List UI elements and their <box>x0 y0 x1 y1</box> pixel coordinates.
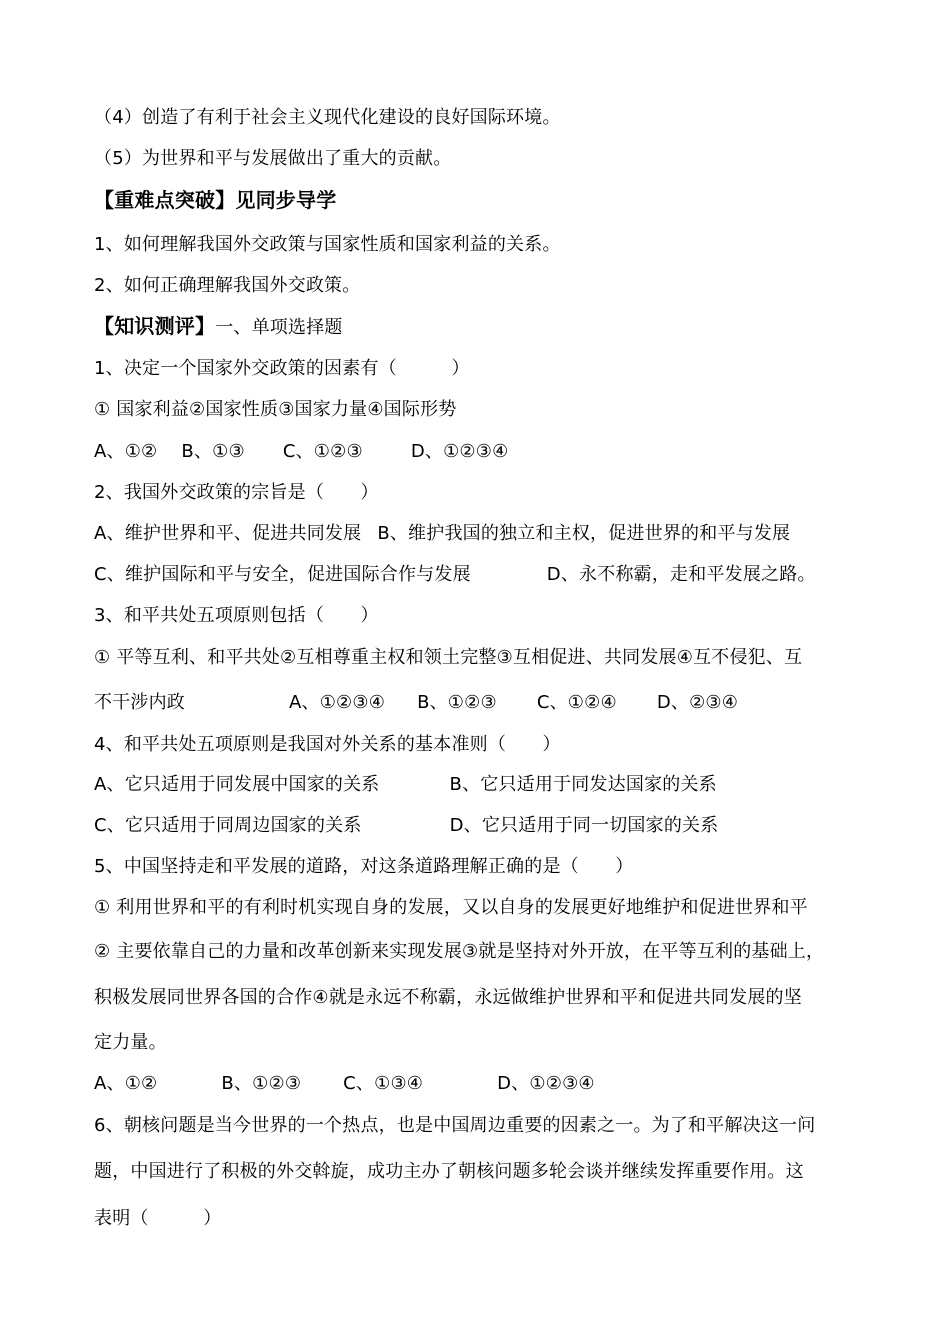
question-3-items-line-2 <box>94 691 738 715</box>
key-point-1: 1、如何理解我国外交政策与国家性质和国家利益的关系。 <box>94 234 561 255</box>
question-3-items-tail: 不干涉内政 <box>94 692 185 713</box>
question-5-line-3: 积极发展同世界各国的合作④就是永远不称霸，永远做维护世界和平和促进共同发展的坚 <box>94 987 802 1008</box>
question-2-options-ab <box>94 522 790 546</box>
assessment-heading-bold: 【知识测评】 <box>94 314 216 338</box>
question-2: 2、我国外交政策的宗旨是（ ） <box>94 482 379 503</box>
option-b: B、①②③ <box>221 1073 302 1094</box>
key-point-2: 2、如何正确理解我国外交政策。 <box>94 275 361 296</box>
option-a: A、它只适用于同发展中国家的关系 <box>94 774 380 795</box>
option-c: C、①③④ <box>343 1073 424 1094</box>
question-5-line-1: ① 利用世界和平的有利时机实现自身的发展，又以自身的发展更好地维护和促进世界和平 <box>94 897 808 918</box>
option-b: B、①②③ <box>417 692 497 713</box>
option-a: A、维护世界和平、促进共同发展 <box>94 523 362 544</box>
option-a: A、①② <box>94 441 158 462</box>
option-d: D、②③④ <box>656 692 739 713</box>
question-3-items-line-1: ① 平等互利、和平共处②互相尊重主权和领土完整③互相促进、共同发展④互不侵犯、互 <box>94 647 803 668</box>
option-d: D、永不称霸，走和平发展之路。 <box>546 564 816 585</box>
question-5: 5、中国坚持走和平发展的道路，对这条道路理解正确的是（ ） <box>94 856 634 877</box>
option-d: D、它只适用于同一切国家的关系 <box>449 815 719 836</box>
option-c: C、它只适用于同周边国家的关系 <box>94 815 362 836</box>
option-c: C、①②④ <box>536 692 617 713</box>
question-4-options-ab <box>94 773 717 797</box>
question-1: 1、决定一个国家外交政策的因素有（ ） <box>94 358 470 379</box>
option-c: C、维护国际和平与安全，促进国际合作与发展 <box>94 564 471 585</box>
point-4: （4）创造了有利于社会主义现代化建设的良好国际环境。 <box>94 107 561 128</box>
question-4: 4、和平共处五项原则是我国对外关系的基本准则（ ） <box>94 734 561 755</box>
section-heading-key-points: 【重难点突破】见同步导学 <box>94 188 337 212</box>
option-b: B、维护我国的独立和主权，促进世界的和平与发展 <box>377 523 791 544</box>
question-5-line-2: ② 主要依靠自己的力量和改革创新来实现发展③就是坚持对外开放，在平等互利的基础上， <box>94 941 825 962</box>
question-1-options <box>94 440 508 464</box>
option-d: D、①②③④ <box>497 1073 595 1094</box>
question-5-options <box>94 1072 595 1096</box>
question-6-line-3: 表明（ ） <box>94 1208 222 1229</box>
question-3: 3、和平共处五项原则包括（ ） <box>94 605 379 626</box>
point-5: （5）为世界和平与发展做出了重大的贡献。 <box>94 148 452 169</box>
question-4-options-cd <box>94 814 718 838</box>
question-1-items: ① 国家利益②国家性质③国家力量④国际形势 <box>94 399 457 420</box>
section-heading-assessment <box>94 314 343 340</box>
option-a: A、①② <box>94 1073 158 1094</box>
question-2-options-cd <box>94 563 816 587</box>
question-5-line-4: 定力量。 <box>94 1032 167 1053</box>
option-c: C、①②③ <box>282 441 363 462</box>
option-d: D、①②③④ <box>410 441 509 462</box>
option-a: A、①②③④ <box>289 692 386 713</box>
option-b: B、它只适用于同发达国家的关系 <box>449 774 717 795</box>
assessment-subheading: 一、单项选择题 <box>215 317 343 338</box>
question-6-line-2: 题，中国进行了积极的外交斡旋，成功主办了朝核问题多轮会谈并继续发挥重要作用。这 <box>94 1161 804 1182</box>
option-b: B、①③ <box>181 441 245 462</box>
question-6-line-1: 6、朝核问题是当今世界的一个热点，也是中国周边重要的因素之一。为了和平解决这一问 <box>94 1115 816 1136</box>
